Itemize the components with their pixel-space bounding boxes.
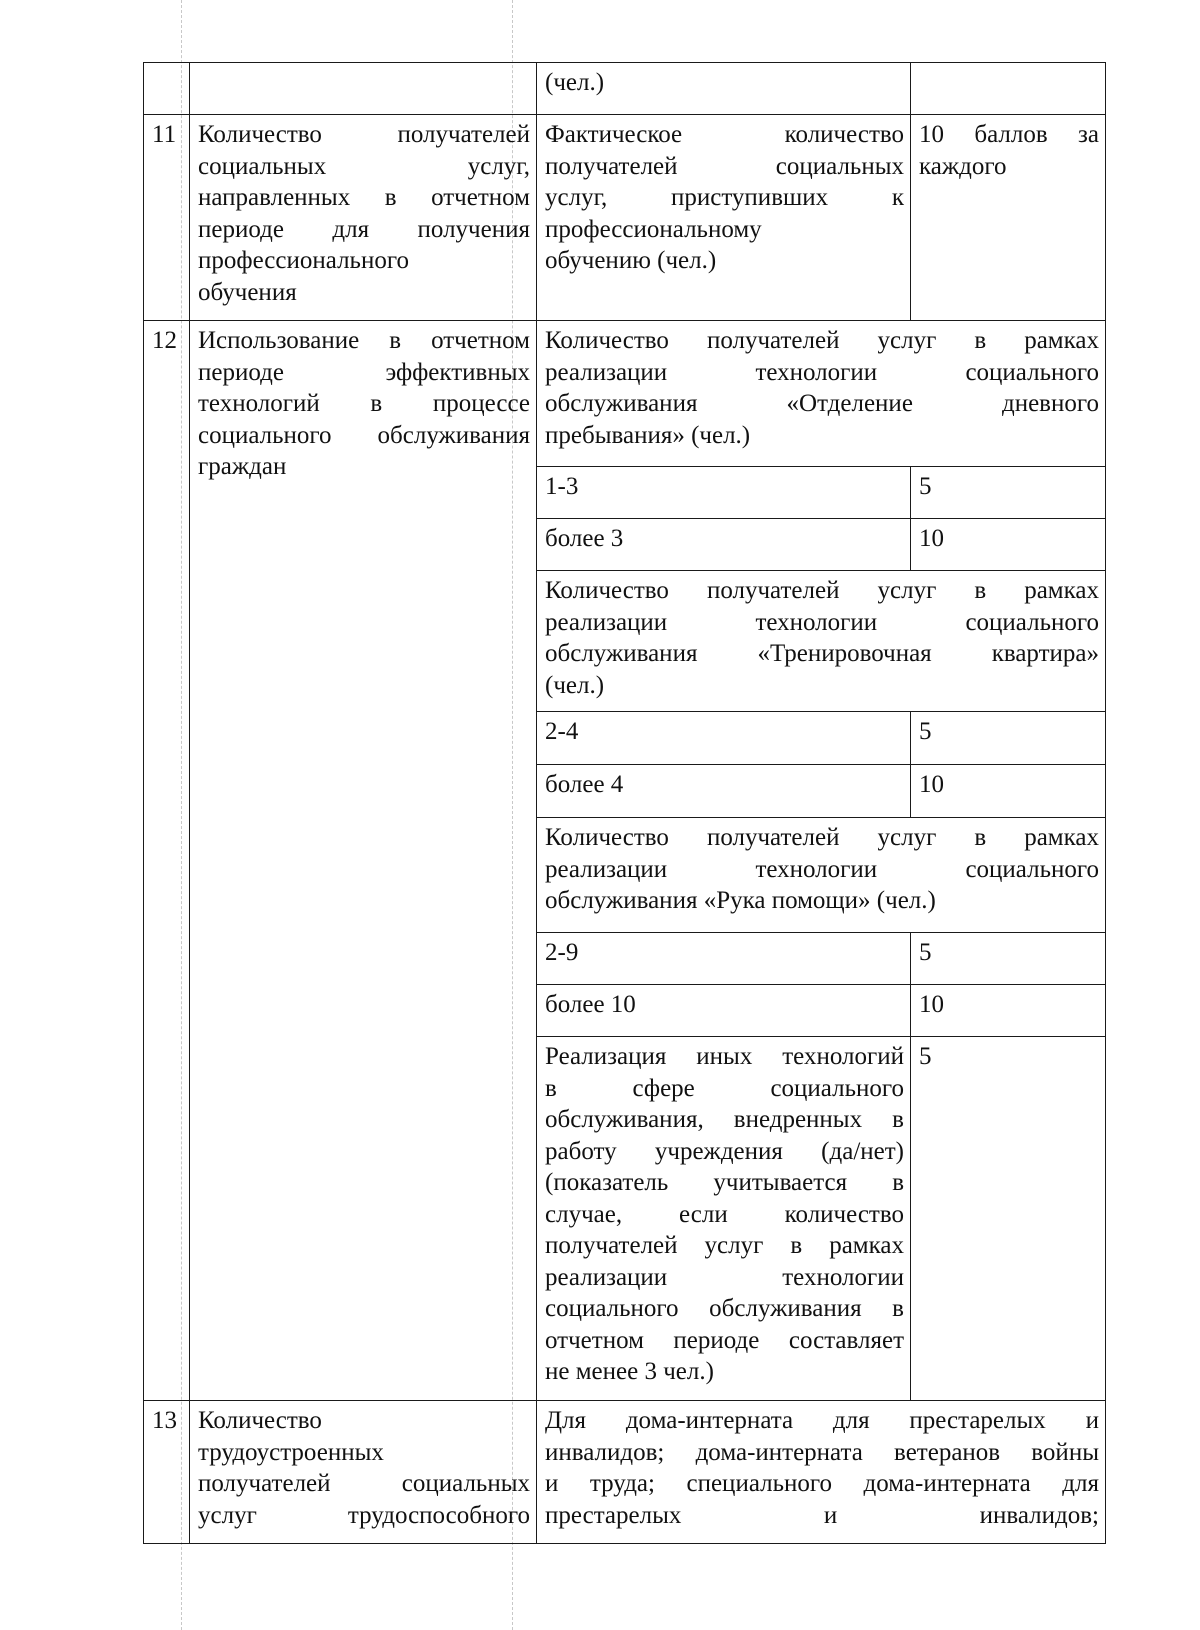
range-score: 5 [911, 712, 1106, 765]
table-row-continuation [144, 63, 1106, 115]
cell-score-empty [911, 63, 1106, 115]
table-row-11 [144, 115, 1106, 321]
cell-num-empty [144, 63, 190, 115]
range-score: 10 [911, 985, 1106, 1037]
other-technologies-description: Реализация иных технологий в сфере социального обслуживания, внедренных в работу учреждения (да/нет) (показатель учитывается в случае, если количество получателей услуг в рамках реализации технологии социального обслуживания в отчетном периоде составляет не менее 3 чел.) [537, 1037, 911, 1401]
section-header-training-apartment: Количество получателей услуг в рамках реализации технологии социального обслуживания «Тренировочная квартира» (чел.) [537, 571, 1106, 712]
indicator-name: Количество трудоустроенных получателей социальных услуг трудоспособного [190, 1401, 537, 1544]
range-score: 5 [911, 933, 1106, 985]
range-value: более 10 [537, 985, 911, 1037]
indicator-description: Фактическое количество получателей социальных услуг, приступивших к профессиональному обучению (чел.) [537, 115, 911, 321]
criteria-table [143, 62, 1106, 1544]
row-number: 11 [144, 115, 190, 321]
range-value: 1-3 [537, 467, 911, 519]
range-score: 10 [911, 765, 1106, 818]
range-score: 5 [911, 467, 1106, 519]
indicator-description: Для дома-интерната для престарелых и инвалидов; дома-интерната ветеранов войны и труда; специального дома-интерната для престарелых и инвалидов; [537, 1401, 1106, 1544]
row-number: 12 [144, 321, 190, 1401]
range-value: более 3 [537, 519, 911, 571]
table-row-13 [144, 1401, 1106, 1544]
range-value: 2-4 [537, 712, 911, 765]
range-value: 2-9 [537, 933, 911, 985]
cell-name-empty [190, 63, 537, 115]
indicator-score: 10 баллов за каждого [911, 115, 1106, 321]
section-header-helping-hand: Количество получателей услуг в рамках реализации технологии социального обслуживания «Рука помощи» (чел.) [537, 818, 1106, 933]
range-score: 10 [911, 519, 1106, 571]
row-number: 13 [144, 1401, 190, 1544]
indicator-name: Количество получателей социальных услуг, направленных в отчетном периоде для получения профессионального обучения [190, 115, 537, 321]
range-value: более 4 [537, 765, 911, 818]
other-technologies-score: 5 [911, 1037, 1106, 1401]
indicator-name: Использование в отчетном периоде эффективных технологий в процессе социального обслуживания граждан [190, 321, 537, 1401]
table-row-12 [144, 321, 1106, 467]
cell-unit: (чел.) [537, 63, 911, 115]
section-header-day-stay: Количество получателей услуг в рамках реализации технологии социального обслуживания «Отделение дневного пребывания» (чел.) [537, 321, 1106, 467]
